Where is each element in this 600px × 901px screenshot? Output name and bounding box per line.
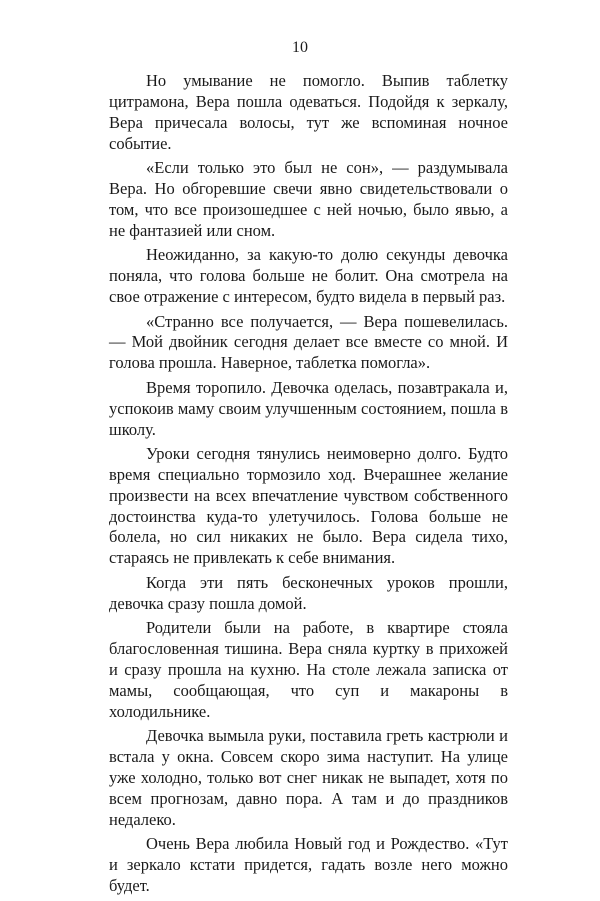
paragraph: Время торопило. Девочка оделась, позавтракала и, успокоив маму своим улучшенным состоянием, пошла в школу. <box>109 377 508 439</box>
paragraph: Но умывание не помогло. Выпив таблетку цитрамона, Вера пошла одеваться. Подойдя к зеркалу, Вера причесала волосы, тут же вспоминая ночное событие. <box>109 71 508 153</box>
paragraph: «Странно все получается, — Вера пошевелилась. — Мой двойник сегодня делает все вместе со мной. И голова прошла. Наверное, таблетка помогла». <box>109 311 508 373</box>
page-number: 10 <box>292 39 308 56</box>
paragraph: Неожиданно, за какую-то долю секунды девочка поняла, что голова больше не болит. Она смотрела на свое отражение с интересом, будто видела в первый раз. <box>109 245 508 306</box>
body-text <box>109 71 508 901</box>
paragraph: Родители были на работе, в квартире стояла благословенная тишина. Вера сняла куртку в прихожей и сразу прошла на кухню. На столе лежала записка от мамы, сообщающая, что суп и макароны в холодильнике. <box>109 618 508 721</box>
paragraph: «Если только это был не сон», — раздумывала Вера. Но обгоревшие свечи явно свидетельствовали о том, что все произошедшее с ней ночью, было явью, а не фантазией или сном. <box>109 158 508 240</box>
paragraph: Очень Вера любила Новый год и Рождество. «Тут и зеркало кстати придется, гадать возле него можно будет. <box>109 834 508 895</box>
paragraph: Когда эти пять бесконечных уроков прошли, девочка сразу пошла домой. <box>109 572 508 613</box>
paragraph: Девочка вымыла руки, поставила греть кастрюли и встала у окна. Совсем скоро зима наступит. На улице уже холодно, только вот снег никак не выпадет, хотя по всем прогнозам, давно пора. А там и до праздников недалеко. <box>109 726 508 829</box>
paragraph: Уроки сегодня тянулись неимоверно долго. Будто время специально тормозило ход. Вчерашнее желание произвести на всех впечатление чувством собственного достоинства куда-то улетучилось. Голова больше не болела, но сил никаких не было. Вера сидела тихо, стараясь не привлекать к себе внимания. <box>109 444 508 568</box>
